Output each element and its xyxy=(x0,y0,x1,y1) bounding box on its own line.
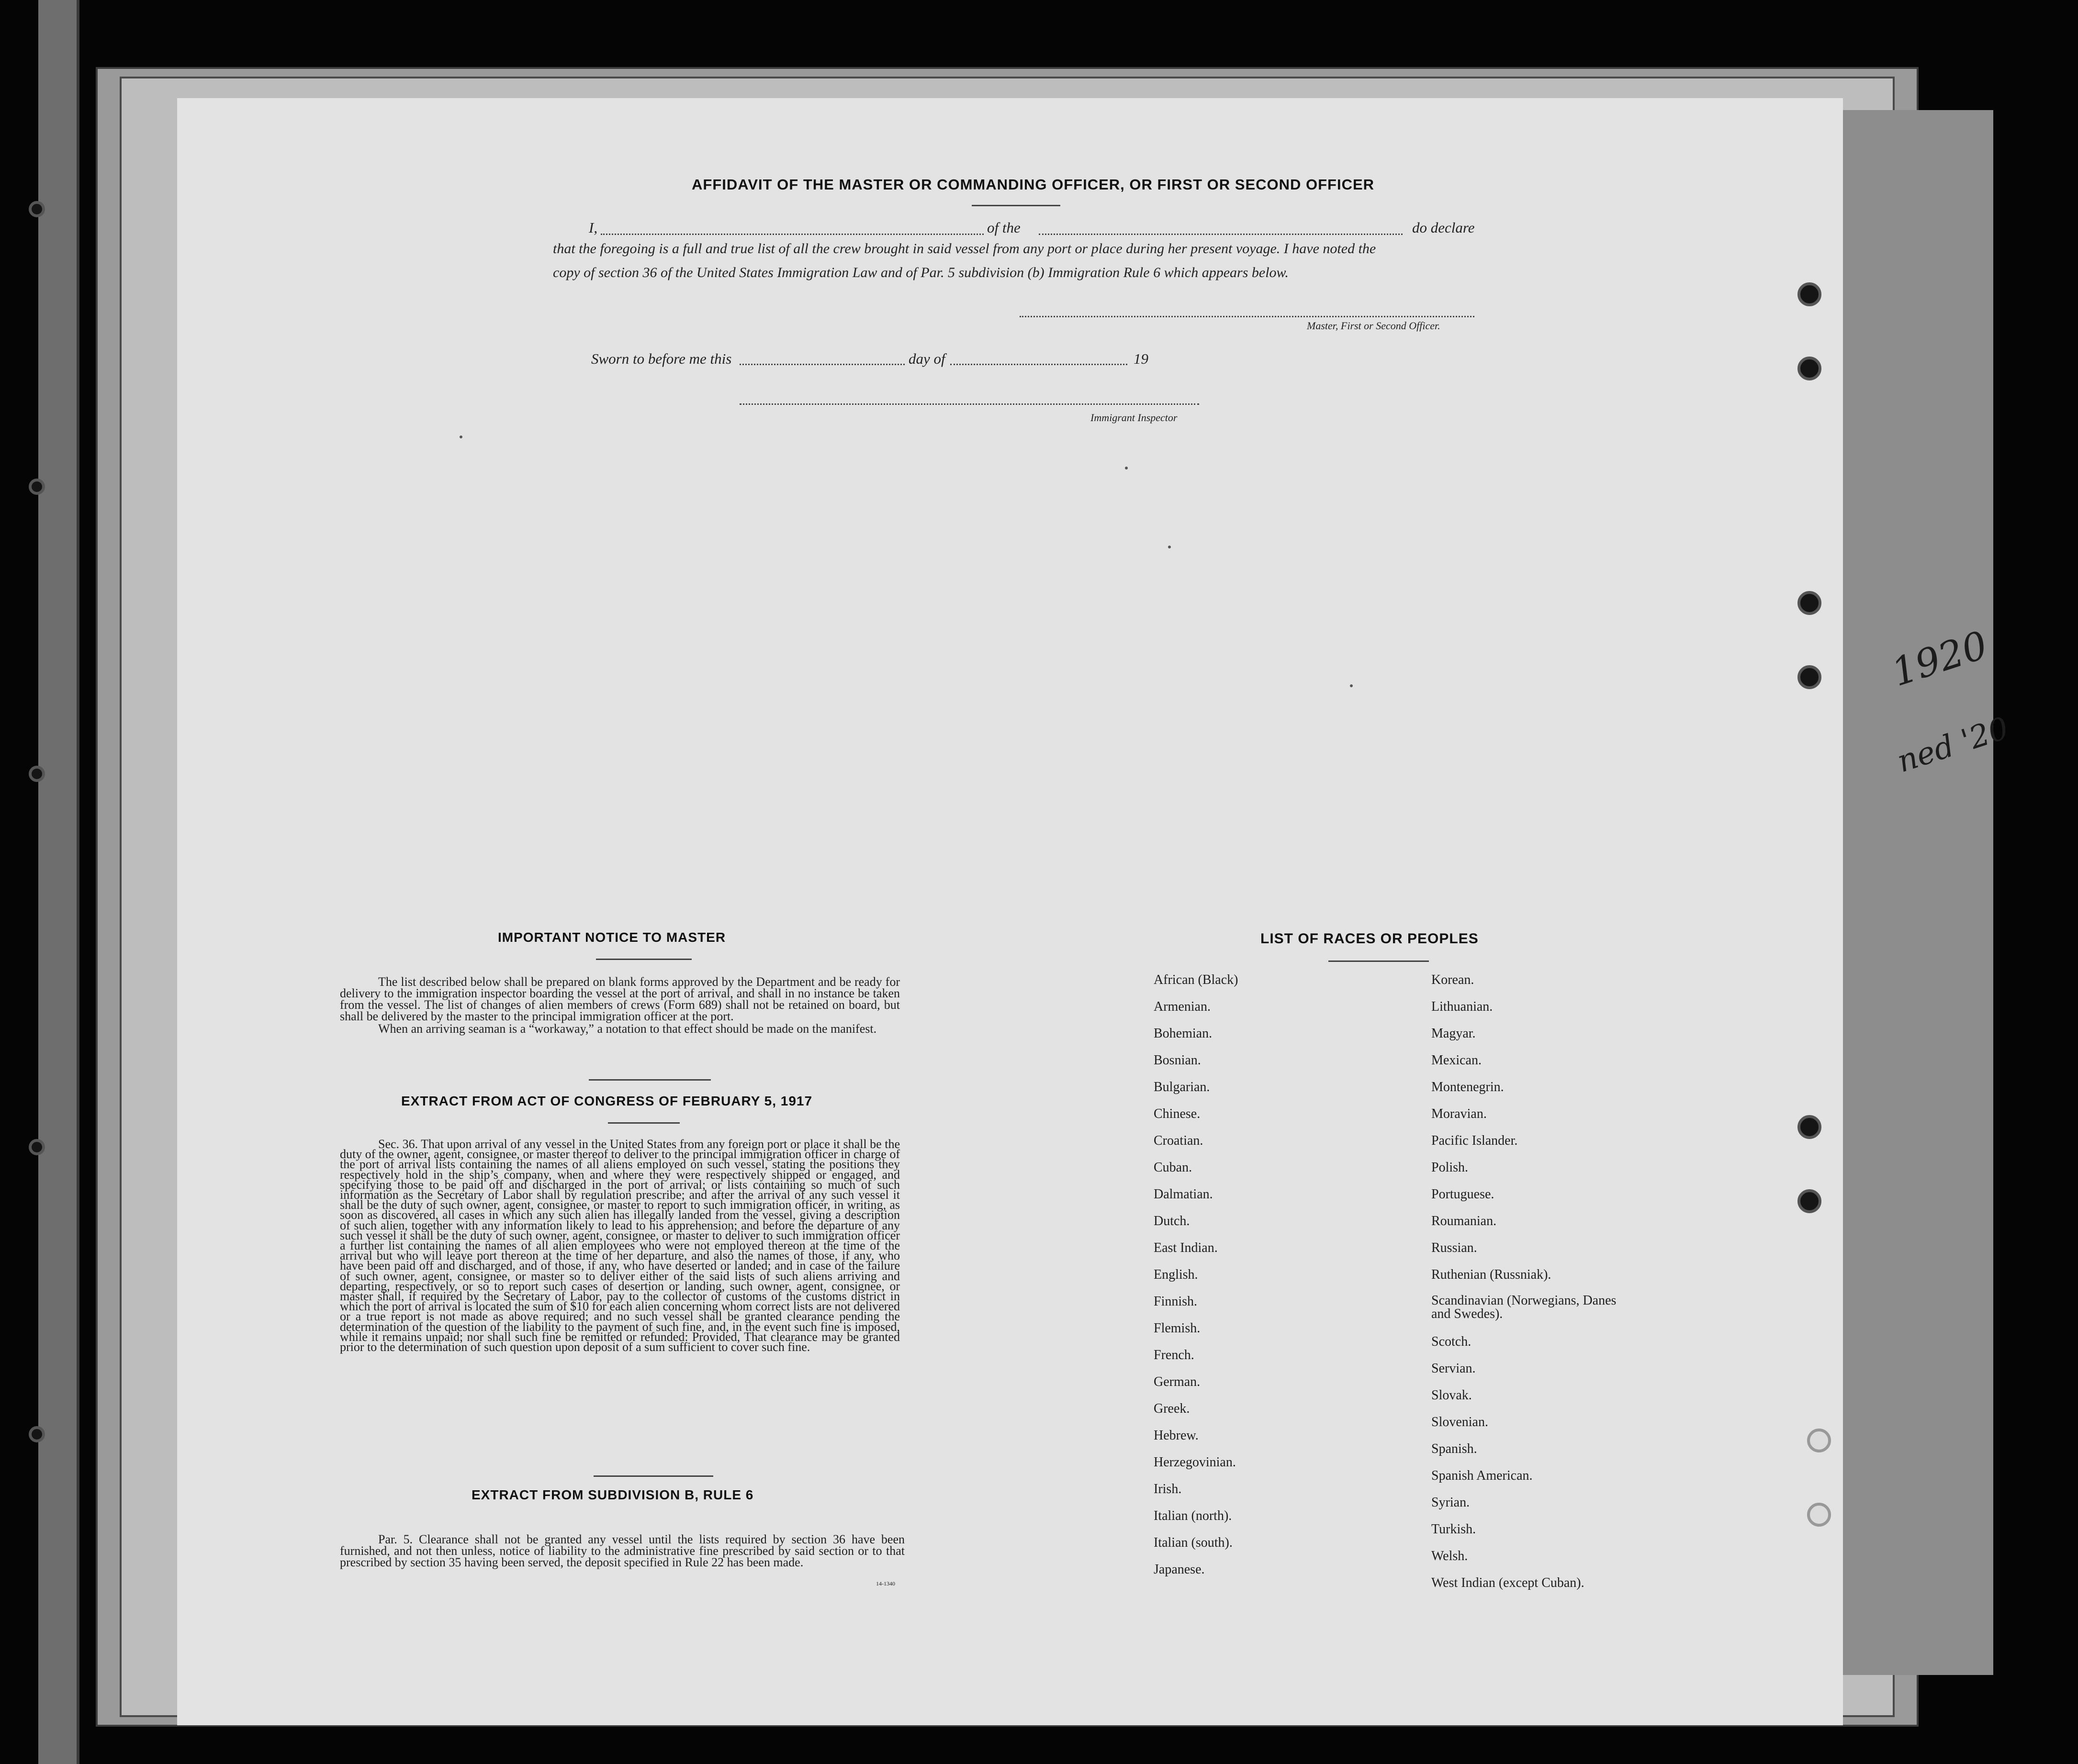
race-item: Slovak. xyxy=(1431,1388,1472,1403)
speck xyxy=(1168,546,1171,548)
divider xyxy=(589,1079,711,1081)
race-item: Japanese. xyxy=(1154,1562,1205,1577)
affidavit-title: AFFIDAVIT OF THE MASTER OR COMMANDING OFFICER, OR FIRST OR SECOND OFFICER xyxy=(692,176,1375,193)
race-item: Finnish. xyxy=(1154,1294,1198,1309)
race-item: Polish. xyxy=(1431,1160,1469,1175)
master-signature-line xyxy=(1020,316,1474,317)
race-item: Lithuanian. xyxy=(1431,999,1493,1014)
race-item: Greek. xyxy=(1154,1401,1190,1416)
punch-hole xyxy=(1797,357,1821,380)
race-item: Slovenian. xyxy=(1431,1415,1488,1429)
sworn-day-blank xyxy=(740,364,905,365)
race-item: Dutch. xyxy=(1154,1214,1190,1228)
punch-hole xyxy=(1797,591,1821,615)
rule-extract-title: EXTRACT FROM SUBDIVISION B, RULE 6 xyxy=(472,1487,754,1502)
races-title: LIST OF RACES OR PEOPLES xyxy=(1260,931,1479,947)
notice-paragraph-2: When an arriving seaman is a “workaway,” a notation to that effect should be made on the manifest. xyxy=(378,1022,877,1036)
handwritten-year: 1920 xyxy=(1886,622,1993,695)
race-item: African (Black) xyxy=(1154,972,1238,987)
binder-hole xyxy=(29,479,45,495)
race-item: Dalmatian. xyxy=(1154,1187,1213,1202)
day-of-label: day of xyxy=(909,350,945,367)
race-item: Croatian. xyxy=(1154,1133,1203,1148)
binder-hole xyxy=(29,766,45,782)
handwritten-note: ned '20 xyxy=(1893,710,2013,780)
race-item: Scandinavian (Norwegians, Danes and Swedes). xyxy=(1431,1293,1617,1321)
race-item: Italian (north). xyxy=(1154,1508,1232,1523)
punch-hole xyxy=(1797,282,1821,306)
race-item: Armenian. xyxy=(1154,999,1211,1014)
binder-hole xyxy=(29,1426,45,1442)
month-blank xyxy=(950,364,1127,365)
act-extract-title: EXTRACT FROM ACT OF CONGRESS OF FEBRUARY 5, 1917 xyxy=(401,1094,813,1108)
inspector-signature-label: Immigrant Inspector xyxy=(1090,412,1178,424)
notice-title: IMPORTANT NOTICE TO MASTER xyxy=(498,930,726,945)
rule-extract-body: Par. 5. Clearance shall not be granted any vessel until the lists required by section 36 have been furnished, and not then unless, notice of liability to the administrative fine prescribed by said section or to that prescribed by section 35 having been served, the deposit specified in Rule 22 has been made. xyxy=(340,1532,905,1569)
sworn-label: Sworn to before me this xyxy=(591,350,732,367)
race-item: Roumanian. xyxy=(1431,1214,1497,1228)
vessel-blank xyxy=(1039,234,1403,235)
divider xyxy=(972,205,1060,206)
race-item: Mexican. xyxy=(1431,1053,1482,1068)
race-item: Magyar. xyxy=(1431,1026,1476,1041)
race-item: French. xyxy=(1154,1348,1194,1362)
race-item: Montenegrin. xyxy=(1431,1080,1504,1094)
race-item: Pacific Islander. xyxy=(1431,1133,1518,1148)
binder-spine xyxy=(38,0,79,1764)
race-item: Spanish. xyxy=(1431,1441,1477,1456)
inspector-signature-line xyxy=(740,403,1199,405)
race-item: Portuguese. xyxy=(1431,1187,1494,1202)
race-item: Bosnian. xyxy=(1154,1053,1201,1068)
race-item: West Indian (except Cuban). xyxy=(1431,1575,1584,1590)
affidavit-of-the: of the xyxy=(987,219,1021,236)
punch-hole xyxy=(1807,1429,1831,1452)
act-extract-body: Sec. 36. That upon arrival of any vessel in the United States from any foreign port or place it shall be the duty of the owner, agent, consignee, or master thereof to deliver to the principal immigration officer in charge of the port of arrival lists containing the names of all aliens employed on such vessel, stating the positions they respectively hold in the ship’s company, when and where they were respectively shipped or engaged, and specifying those to be paid off and discharged in the port of arrival; or lists containing so much of such information as the Secretary of Labor shall by regulation prescribe; and after the arrival of any such vessel it shall be the duty of such owner, agent, consignee, or master to report to such immigration officer, in writing, as soon as discovered, all cases in which any such alien has illegally landed from the vessel, giving a description of such alien, together with any information likely to lead to his apprehension; and before the departure of any such vessel it shall be the duty of such owner, agent, consignee, or master to deliver to such immigration officer a further list containing the names of all alien employees who were not employed thereon at the time of the arrival but who will leave port thereon at the time of her departure, and also the names of those, if any, who have been paid off and discharged, and of those, if any, who have deserted or landed; and in case of the failure of such owner, agent, consignee, or master so to deliver either of the said lists of such aliens arriving and departing, respectively, or so to report such cases of desertion or landing, such owner, agent, consignee, or master shall, if required by the Secretary of Labor, pay to the collector of customs of the customs district in which the port of arrival is located the sum of $10 for each alien concerning whom correct lists are not delivered or a true report is not made as above required; and no such vessel shall be granted clearance pending the determination of the question of the liability to the payment of such fine, and, in the event such fine is imposed, while it remains unpaid; nor shall such fine be remitted or refunded: Provided, That clearance may be granted prior to the determination of such question upon deposit of a sum sufficient to cover such fine. xyxy=(340,1137,900,1354)
race-item: Bulgarian. xyxy=(1154,1080,1210,1094)
race-item: English. xyxy=(1154,1267,1198,1282)
punch-hole xyxy=(1807,1503,1831,1527)
race-item: Irish. xyxy=(1154,1482,1182,1496)
race-item: German. xyxy=(1154,1374,1201,1389)
divider xyxy=(594,1475,713,1477)
race-item: Flemish. xyxy=(1154,1321,1201,1336)
name-blank xyxy=(601,234,984,235)
form-number: 14-1340 xyxy=(876,1580,895,1587)
race-item: Bohemian. xyxy=(1154,1026,1213,1041)
race-item: Chinese. xyxy=(1154,1106,1201,1121)
affidavit-line-3: copy of section 36 of the United States Immigration Law and of Par. 5 subdivision (b) Immigration Rule 6 which appears below. xyxy=(553,265,1289,280)
punch-hole xyxy=(1797,1189,1821,1213)
underlying-page-edge xyxy=(1833,110,1993,1675)
binder-hole xyxy=(29,201,45,217)
race-item: Turkish. xyxy=(1431,1522,1476,1537)
race-item: East Indian. xyxy=(1154,1240,1218,1255)
race-item: Syrian. xyxy=(1431,1495,1470,1510)
master-signature-label: Master, First or Second Officer. xyxy=(1307,320,1440,332)
divider xyxy=(596,959,692,960)
divider xyxy=(608,1122,680,1124)
punch-hole xyxy=(1797,1115,1821,1139)
affidavit-do-declare: do declare xyxy=(1412,219,1475,236)
speck xyxy=(460,435,462,438)
form-page xyxy=(177,98,1843,1725)
race-item: Spanish American. xyxy=(1431,1468,1533,1483)
race-item: Ruthenian (Russniak). xyxy=(1431,1267,1551,1282)
speck xyxy=(1350,684,1353,687)
race-item: Moravian. xyxy=(1431,1106,1487,1121)
speck xyxy=(1125,467,1128,469)
race-item: Herzegovinian. xyxy=(1154,1455,1236,1470)
race-item: Scotch. xyxy=(1431,1334,1471,1349)
race-item: Cuban. xyxy=(1154,1160,1192,1175)
race-item: Korean. xyxy=(1431,972,1474,987)
race-item: Italian (south). xyxy=(1154,1535,1233,1550)
affidavit-i-label: I, xyxy=(589,219,598,236)
notice-paragraph-1: The list described below shall be prepared on blank forms approved by the Department and be ready for delivery to the immigration inspector boarding the vessel at the port of arrival, and shall in no instance be taken from the vessel. The list of changes of alien members of crews (Form 689) shall not be retained on board, but shall be delivered by the master to the principal immigration officer at the port. xyxy=(340,975,900,1023)
year-label: 19 xyxy=(1134,350,1148,367)
race-item: Hebrew. xyxy=(1154,1428,1199,1443)
race-item: Russian. xyxy=(1431,1240,1477,1255)
punch-hole xyxy=(1797,665,1821,689)
divider xyxy=(1328,960,1429,962)
race-item: Welsh. xyxy=(1431,1549,1468,1563)
binder-hole xyxy=(29,1139,45,1155)
affidavit-line-2: that the foregoing is a full and true list of all the crew brought in said vessel from any port or place during her present voyage. I have noted the xyxy=(553,241,1376,257)
race-item: Servian. xyxy=(1431,1361,1476,1376)
